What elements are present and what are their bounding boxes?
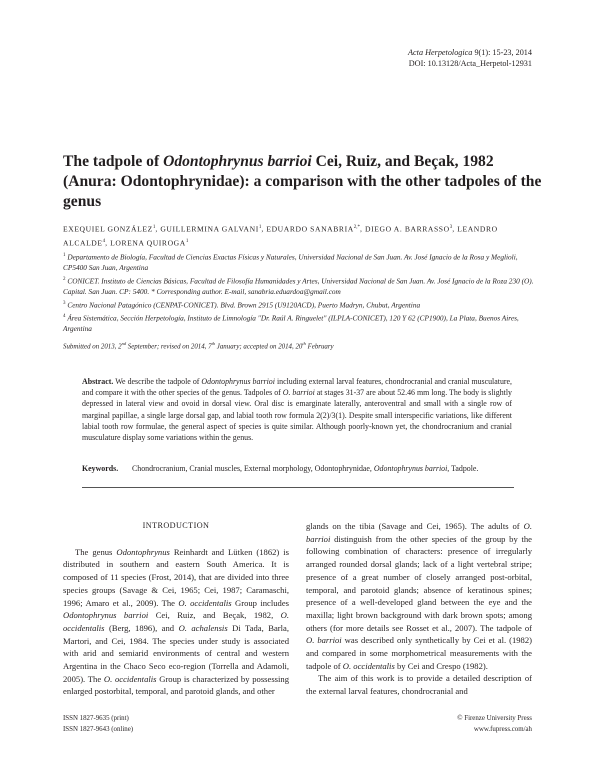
species-name: O. occidentalis bbox=[63, 610, 290, 633]
species-name: O. occidentalis bbox=[178, 597, 232, 608]
text-run: was described only synthetically by Cei et al. (1982) and compared in some morphometrical measurements with the tadpole of bbox=[306, 635, 533, 671]
affiliation-1: $^1$ Departamento de Biología, Facultad de Ciencias Exactas Físicas y Naturales, Universidad Nacional de San Juan. Av. José Ignacio de la Rosa y Meglioli, CP5400 San Juan, Argentina bbox=[63, 252, 518, 272]
text-run: The genus bbox=[75, 546, 117, 557]
article-title: The tadpole of Odontophrynus barrioi Cei, Ruiz, and Beçak, 1982 (Anura: Odontophrynidae): a comparison with the other tadpoles of the genus bbox=[63, 153, 542, 210]
submission-dates: Submitted on 2013, 2nd September; revised on 2014, 7th January; accepted on 2014, 20th February bbox=[63, 341, 334, 351]
section-heading-introduction: INTRODUCTION bbox=[142, 521, 210, 530]
abstract: Abstract. We describe the tadpole of Odontophrynus barrioi including external larval features, chondrocranial and cranial musculature, and compare it with the other species of the genus. Tadpoles of O. barrioi at stages 31-37 are about 52.46 mm long. The body is slightly depressed in lateral view and ovoid in dorsal view. Oral disc is emarginate laterally, anteroventral and small with a single row of marginal papillae, a single large dorsal gap, and labial tooth row formula 2(2)/3(1). Despite small interspecific variations, like different labial tooth row formulae, the general aspect of species is quite similar. Although poorly-known yet, the chondrocranium and cranial musculature display some variations within the genus. bbox=[82, 377, 512, 443]
divider-rule bbox=[82, 487, 514, 488]
keywords-list: Chondrocranium, Cranial muscles, External morphology, Odontophrynidae, Odontophrynus barrioi, Tadpole. bbox=[132, 464, 479, 473]
species-name: O. barrioi bbox=[306, 635, 342, 646]
text-run: Di Tada, Barla, Martori, and Cei, 1984. The species under study is associated with arid and semiarid environments of central and western Argentina in the Chaco Seco eco-region (Torrella and Adamoli, 2005). The bbox=[63, 622, 289, 684]
publisher-name: © Firenze University Press bbox=[457, 715, 532, 722]
species-name: O. barrioi bbox=[306, 521, 532, 544]
publisher-url[interactable]: www.fupress.com/ah bbox=[473, 725, 532, 733]
text-run: The aim of this work is to provide a detailed description of the external larval features, chondrocranial and bbox=[306, 673, 532, 697]
species-name: O. occidentalis bbox=[103, 673, 157, 684]
intro-paragraph-1 bbox=[63, 546, 289, 698]
affiliation-2: $^2$ CONICET. Instituto de Ciencias Básicas, Facultad de Filosofía Humanidades y Artes, Universidad Nacional de San Juan. Av. José Ignacio de la Roza 230 (O). Capital. San Juan. CP: 5400. * Corresponding author. E-mail, sanabria.eduardoa@gmail.com bbox=[63, 276, 534, 296]
issn-online: ISSN 1827-9643 (online) bbox=[63, 725, 134, 733]
affiliations bbox=[63, 251, 537, 336]
doi: DOI: 10.13128/Acta_Herpetol-12931 bbox=[408, 59, 532, 68]
journal-name: Acta Herpetologica bbox=[408, 48, 473, 57]
journal-issue: 9(1): 15-23, 2014 bbox=[472, 48, 532, 57]
journal-header bbox=[408, 47, 532, 69]
abstract-label: Abstract. bbox=[82, 377, 114, 386]
affiliation-4: $^4$ Área Sistemática, Sección Herpetología, Instituto de Limnología "Dr. Raúl A. Ringuelet" (ILPLA-CONICET), 120 Y 62 (CP1900), La Plata, Buenos Aires, Argentina bbox=[63, 313, 519, 334]
body-column-right bbox=[306, 520, 532, 698]
text-run: Group includes bbox=[231, 597, 289, 608]
species-name: Odontophrynus bbox=[116, 546, 170, 557]
text-run: distinguish from the other species of the group by the following combination of characters: presence of irregularly arranged rounded dorsal glands; lack of a light vertebral stripe; presence of a great number of closely arranged post-orbital, temporal, and parotoid glands; absence of keratinous spines; presence of a well-developed gland between the eye and the maxilla; light brown background with dark brown spots; among others (for more details see Rosset et al., 2007). The tadpole of bbox=[306, 533, 532, 633]
issn-print: ISSN 1827-9635 (print) bbox=[63, 715, 129, 722]
author-list: EXEQUIEL GONZÁLEZ$^1$, GUILLERMINA GALVANI$^1$, EDUARDO $SANABRIA^{2,*}$, DIEGO A. BARRASSO$^3$, LEANDRO ALCALDE$^4$, LORENA QUIROGA$^1$ bbox=[63, 224, 498, 248]
species-name: O. achalensis bbox=[178, 622, 228, 633]
footer-issn bbox=[63, 714, 133, 735]
text-run: Cei, Ruiz, and Beçak, 1982, bbox=[148, 610, 281, 621]
body-column-left bbox=[63, 520, 289, 698]
keywords bbox=[82, 463, 514, 474]
species-name: O. occidentalis bbox=[342, 660, 395, 671]
intro-paragraph-2 bbox=[306, 672, 532, 697]
species-name: Odontophrynus barrioi bbox=[163, 153, 312, 170]
species-name: Odontophrynus barrioi bbox=[63, 610, 149, 621]
keywords-label: Keywords. bbox=[82, 464, 119, 473]
intro-paragraph-1-continued bbox=[306, 520, 532, 672]
text-run: Reinhardt and Lütken (1862) is distributed in southern and eastern South America. It is composed of 11 species (Frost, 2014), that are divided into three species groups (Savage & Cei, 1965; Cei, 1987; Caramaschi, 1996; Amaro et al., 2009). The bbox=[63, 546, 289, 608]
text-run: Group is characterized by possessing enlarged postorbital, temporal, and parotoid glands, and other bbox=[63, 673, 290, 697]
footer-publisher bbox=[457, 714, 532, 735]
text-run: glands on the tibia (Savage and Cei, 1965). The adults of bbox=[306, 521, 524, 531]
text-run: by Cei and Crespo (1982). bbox=[394, 660, 488, 671]
affiliation-3: $^3$ Centro Nacional Patagónico (CENPAT-CONICET). Blvd. Brown 2915 (U9120ACD), Puerto Madryn, Chubut, Argentina bbox=[63, 300, 421, 310]
text-run: (Berg, 1896), and bbox=[104, 622, 179, 633]
